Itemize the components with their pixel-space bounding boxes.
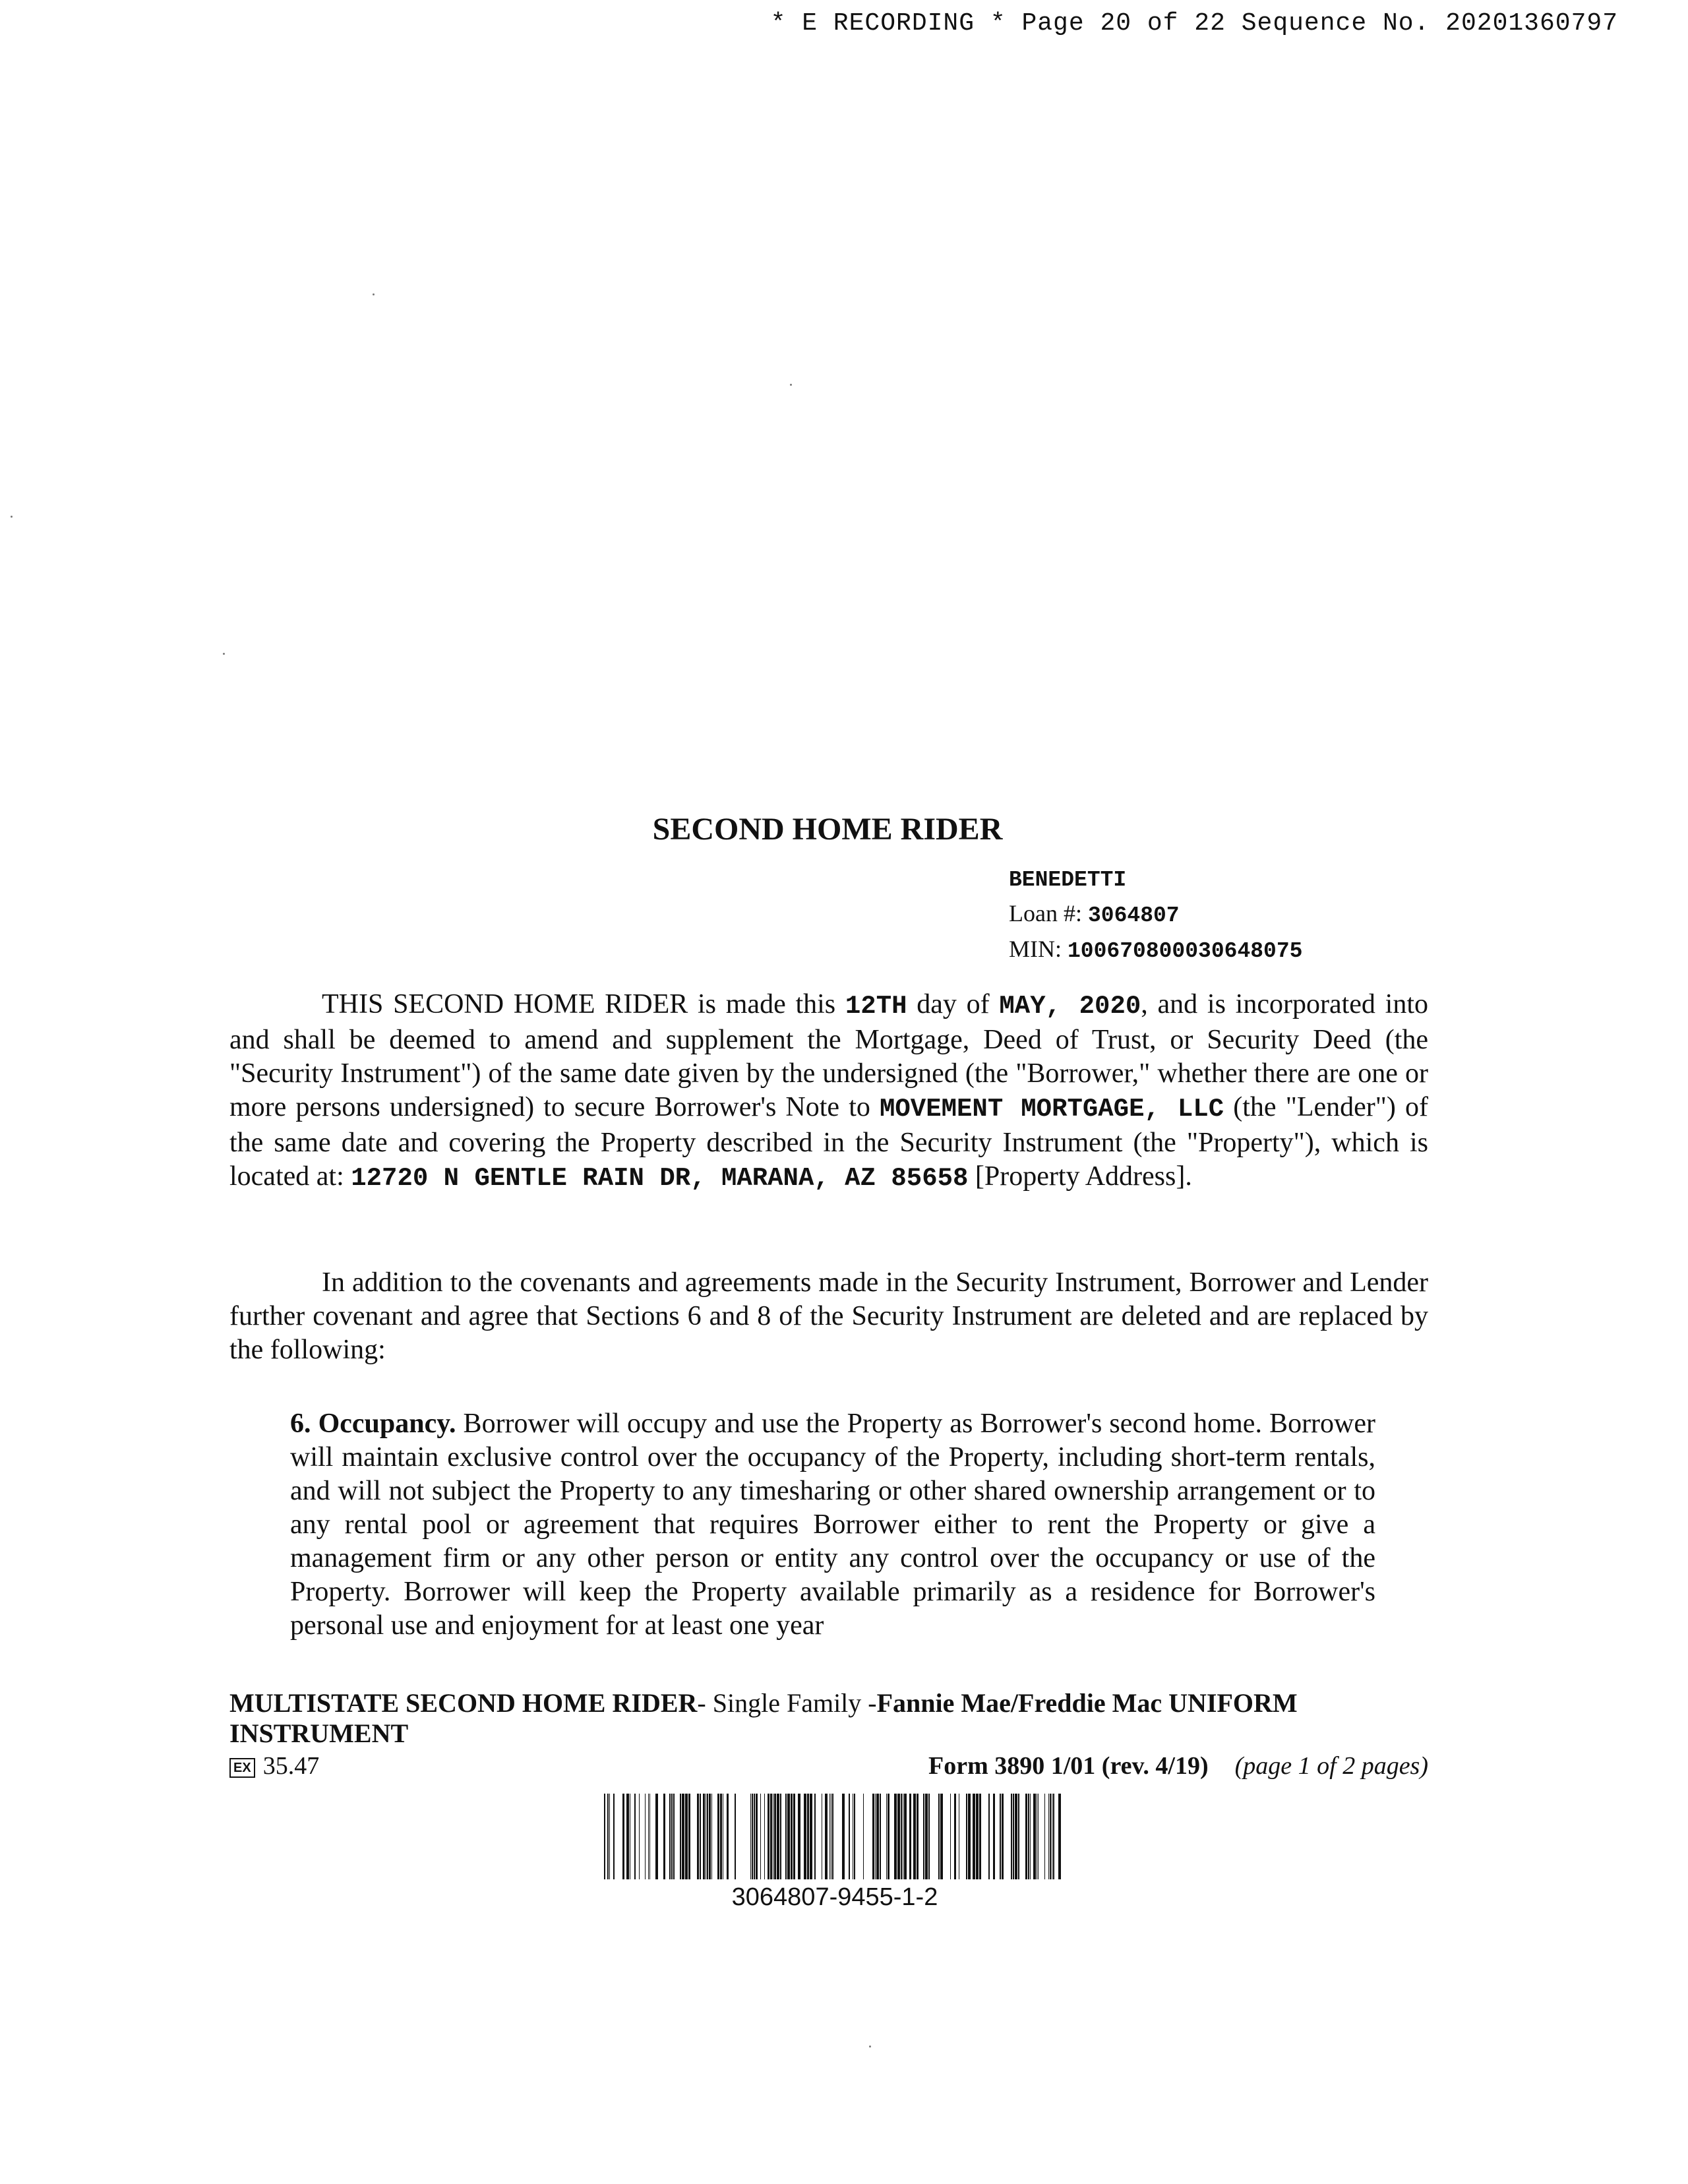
scan-speck — [223, 653, 225, 655]
occupancy-text: Borrower will occupy and use the Property as Borrower's second home. Borrower will maintain exclusive control over the occupancy of the Property, including short-term rentals, and will not subject the Property to any timesharing or other shared ownership arrangement or to any rental pool or agreement that requires Borrower either to rent the Property or give a management firm or any other person or entity any control over the occupancy or use of the Property. Borrower will keep the Property available primarily as a residence for Borrower's personal use and enjoyment for at least one year — [290, 1409, 1375, 1641]
barcode-number: 3064807-9455-1-2 — [731, 1883, 938, 1911]
form-id: Form 3890 1/01 (rev. 4/19) — [928, 1752, 1209, 1780]
lender-name: MOVEMENT MORTGAGE, LLC — [880, 1095, 1224, 1124]
recording-header: * E RECORDING * Page 20 of 22 Sequence No. 20201360797 — [770, 9, 1618, 38]
footer-title-bold2: Fannie Mae/Freddie Mac UNIFORM INSTRUMENT — [229, 1688, 1298, 1748]
barcode-image — [604, 1794, 1066, 1879]
covenants-text: In addition to the covenants and agreements made in the Security Instrument, Borrower and Lender further covenant and agree that Sections 6 and 8 of the Security Instrument are deleted and are replaced by the following: — [229, 1267, 1428, 1365]
min-label: MIN: — [1009, 936, 1068, 962]
min-number: 100670800030648075 — [1068, 939, 1303, 963]
page-indicator: (page 1 of 2 pages) — [1234, 1752, 1428, 1780]
loan-number: 3064807 — [1087, 903, 1180, 928]
footer-title-mid: - Single Family - — [697, 1688, 877, 1718]
ex-form-icon: EX — [229, 1758, 255, 1778]
min-line — [1009, 932, 1302, 968]
loan-number-line — [1009, 897, 1302, 932]
loan-label: Loan #: — [1009, 900, 1088, 926]
form-number — [928, 1751, 1428, 1780]
intro-text: day of — [907, 989, 1000, 1019]
rider-day: 12TH — [845, 992, 907, 1021]
form-footer-title — [229, 1688, 1449, 1749]
scan-speck — [790, 384, 792, 386]
intro-text: THIS SECOND HOME RIDER is made this — [322, 989, 845, 1019]
form-footer-line — [229, 1751, 1428, 1780]
covenants-paragraph — [229, 1266, 1428, 1367]
intro-text: (the "Lender") of the same date and covering the Property described in the Security Instrument (the "Property"), which is located at: — [229, 1092, 1429, 1192]
loan-identifiers — [1009, 864, 1302, 968]
property-address: 12720 N GENTLE RAIN DR, MARANA, AZ 85658 — [351, 1164, 969, 1193]
scan-speck — [11, 516, 13, 518]
intro-paragraph — [229, 988, 1428, 1196]
intro-text: [Property Address]. — [968, 1161, 1192, 1192]
borrower-name: BENEDETTI — [1009, 868, 1127, 892]
scan-speck — [869, 2046, 871, 2048]
intro-text: , and is incorporated into and shall be deemed to amend and supplement the Mortgage, Deed of Trust, or Security Deed (the "Security Instrument") of the same date given by the undersigned (the "Borrower," whether there are one or more persons undersigned) to secure Borrower's Note to — [229, 989, 1428, 1122]
occupancy-section — [290, 1407, 1375, 1643]
footer-title-bold: MULTISTATE SECOND HOME RIDER — [229, 1688, 698, 1718]
occupancy-heading: 6. Occupancy. — [290, 1409, 456, 1439]
form-code: 35.47 — [262, 1752, 320, 1780]
document-title: SECOND HOME RIDER — [652, 812, 1003, 847]
rider-month-year: MAY, 2020 — [999, 992, 1141, 1021]
scan-speck — [373, 293, 375, 295]
